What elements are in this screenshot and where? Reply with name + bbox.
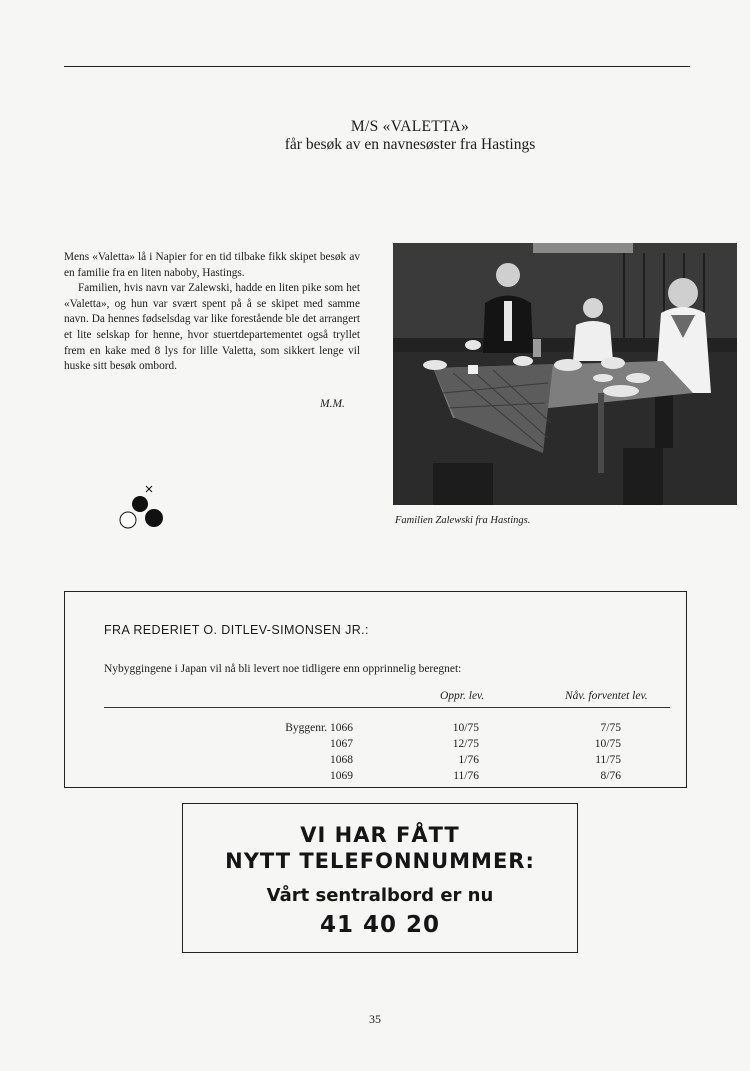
table-row [0, 738, 750, 754]
top-rule [64, 66, 690, 67]
row-original-delivery: 12/75 [452, 738, 479, 750]
row-original-delivery: 11/76 [453, 770, 479, 782]
phone-number: 41 40 20 [319, 912, 441, 938]
row-original-delivery: 1/76 [458, 754, 479, 766]
article-signature: M.M. [320, 398, 345, 410]
row-expected-delivery: 10/75 [594, 738, 621, 750]
table-row [0, 754, 750, 770]
row-label: 1068 [330, 754, 353, 766]
article-subtitle: får besøk av en navnesøster fra Hastings [284, 136, 536, 153]
article-paragraph-1: Mens «Valetta» lå i Napier for en tid tilbake fikk skipet besøk av en familie fra en liten naboby, Hastings. [64, 251, 360, 279]
article-title: M/S «VALETTA» [350, 118, 470, 135]
phone-notice-line3: Vårt sentralbord er nu [266, 885, 494, 906]
rederiet-heading: FRA REDERIET O. DITLEV-SIMONSEN JR.: [104, 623, 369, 637]
table-rule [104, 707, 670, 708]
article-body [64, 250, 360, 375]
row-expected-delivery: 11/75 [595, 754, 621, 766]
row-label: 1069 [330, 770, 353, 782]
row-label: Byggenr. 1066 [285, 722, 353, 734]
table-row [0, 722, 750, 738]
row-original-delivery: 10/75 [452, 722, 479, 734]
photo-caption: Familien Zalewski fra Hastings. [395, 515, 531, 526]
row-expected-delivery: 8/76 [600, 770, 621, 782]
decorative-emblem [110, 478, 170, 538]
row-label: 1067 [330, 738, 353, 750]
table-row [0, 770, 750, 786]
column-header-original: Oppr. lev. [440, 690, 485, 702]
article-paragraph-2: Familien, hvis navn var Zalewski, hadde en liten pike som het «Valetta», og hun var svært spent på å se skipet med samme navn. Da hennes fødselsdag var like forestående ble det arrangert et lite selskap for henne, hvor stuertdepartementet også tryllet frem en kake med 8 lys for lille Valetta, som sikkert lenge vil huske sitt besøk ombord. [64, 282, 360, 373]
phone-notice-line2: NYTT TELEFONNUMMER: [225, 849, 535, 873]
row-expected-delivery: 7/75 [600, 722, 621, 734]
column-header-current: Nåv. forventet lev. [565, 690, 648, 702]
page-number: 35 [369, 1012, 381, 1026]
phone-notice-line1: VI HAR FÅTT [300, 823, 460, 847]
rederiet-intro: Nybyggingene i Japan vil nå bli levert noe tidligere enn opprinnelig beregnet: [104, 663, 462, 675]
family-photo [393, 243, 737, 505]
